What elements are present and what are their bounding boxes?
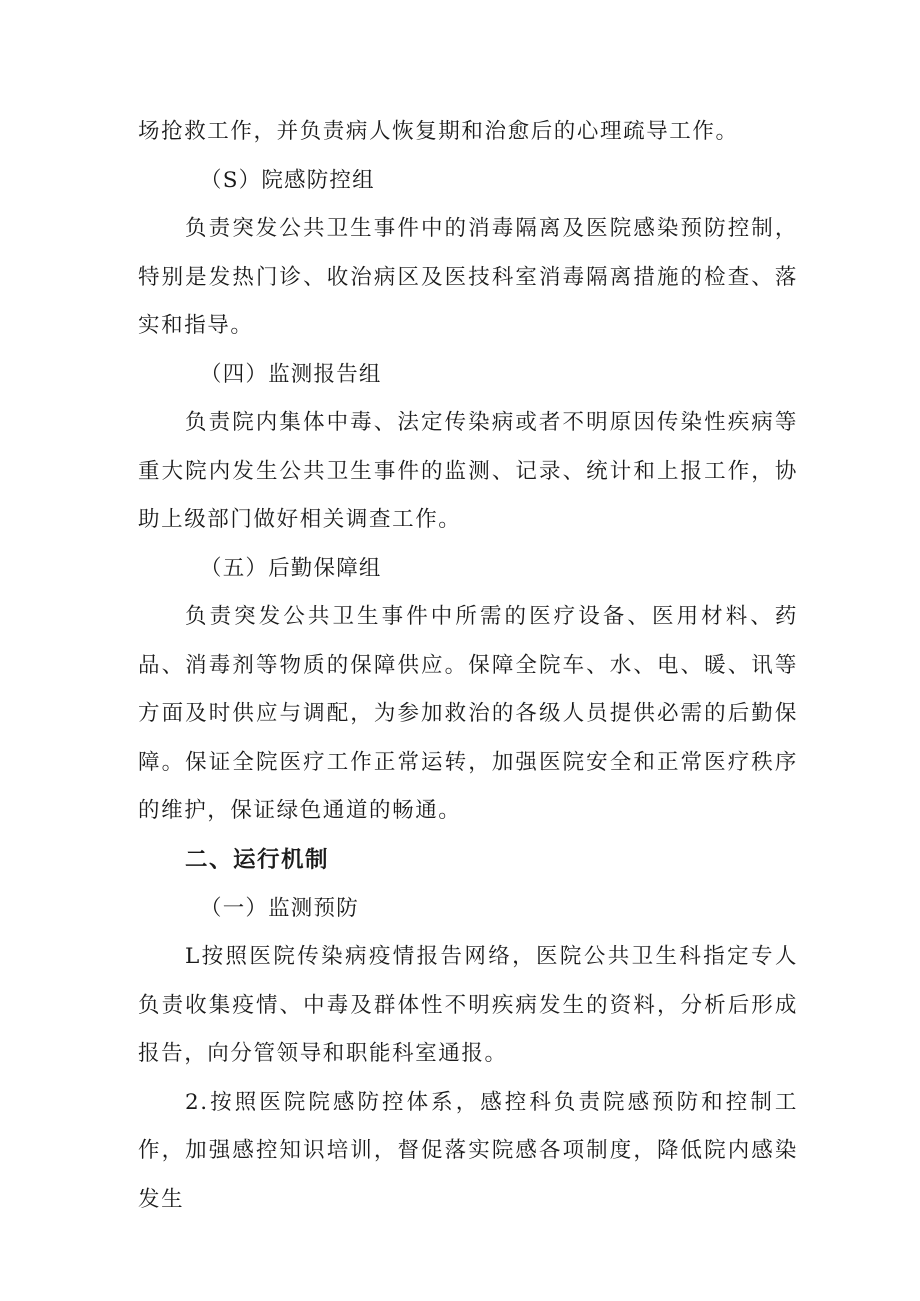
- paragraph-item-1: L按照医院传染病疫情报告网络，医院公共卫生科指定专人负责收集疫情、中毒及群体性不明疾病发生的资料，分析后形成报告，向分管领导和职能科室通报。: [138, 944, 798, 1066]
- document-body: [138, 108, 798, 1224]
- paragraph-infection-control: 负责突发公共卫生事件中的消毒隔离及医院感染预防控制，特别是发热门诊、收治病区及医技科室消毒隔离措施的检查、落实和指导。: [138, 216, 798, 338]
- paragraph-item-2: 2.按照医院院感防控体系，感控科负责院感预防和控制工作，加强感控知识培训，督促落实院感各项制度，降低院内感染发生: [138, 1089, 798, 1212]
- paragraph-monitoring-report: 负责院内集体中毒、法定传染病或者不明原因传染性疾病等重大院内发生公共卫生事件的监测、记录、统计和上报工作，协助上级部门做好相关调查工作。: [138, 410, 798, 532]
- subsection-title-infection-control: （S）院感防控组: [200, 167, 375, 193]
- paragraph-logistics: 负责突发公共卫生事件中所需的医疗设备、医用材料、药品、消毒剂等物质的保障供应。保障全院车、水、电、暖、讯等方面及时供应与调配，为参加救治的各级人员提供必需的后勤保障。保证全院医疗工作正常运转，加强医院安全和正常医疗秩序的维护，保证绿色通道的畅通。: [138, 604, 798, 823]
- subsection-title-logistics: （五）后勤保障组: [200, 555, 382, 581]
- subsection-title-monitoring-report: （四）监测报告组: [200, 361, 382, 387]
- section-heading-operation-mechanism: 二、运行机制: [185, 846, 330, 873]
- subsection-title-monitoring-prevention: （一）监测预防: [200, 895, 359, 921]
- paragraph-continuation: 场抢救工作，并负责病人恢复期和治愈后的心理疏导工作。: [138, 119, 739, 144]
